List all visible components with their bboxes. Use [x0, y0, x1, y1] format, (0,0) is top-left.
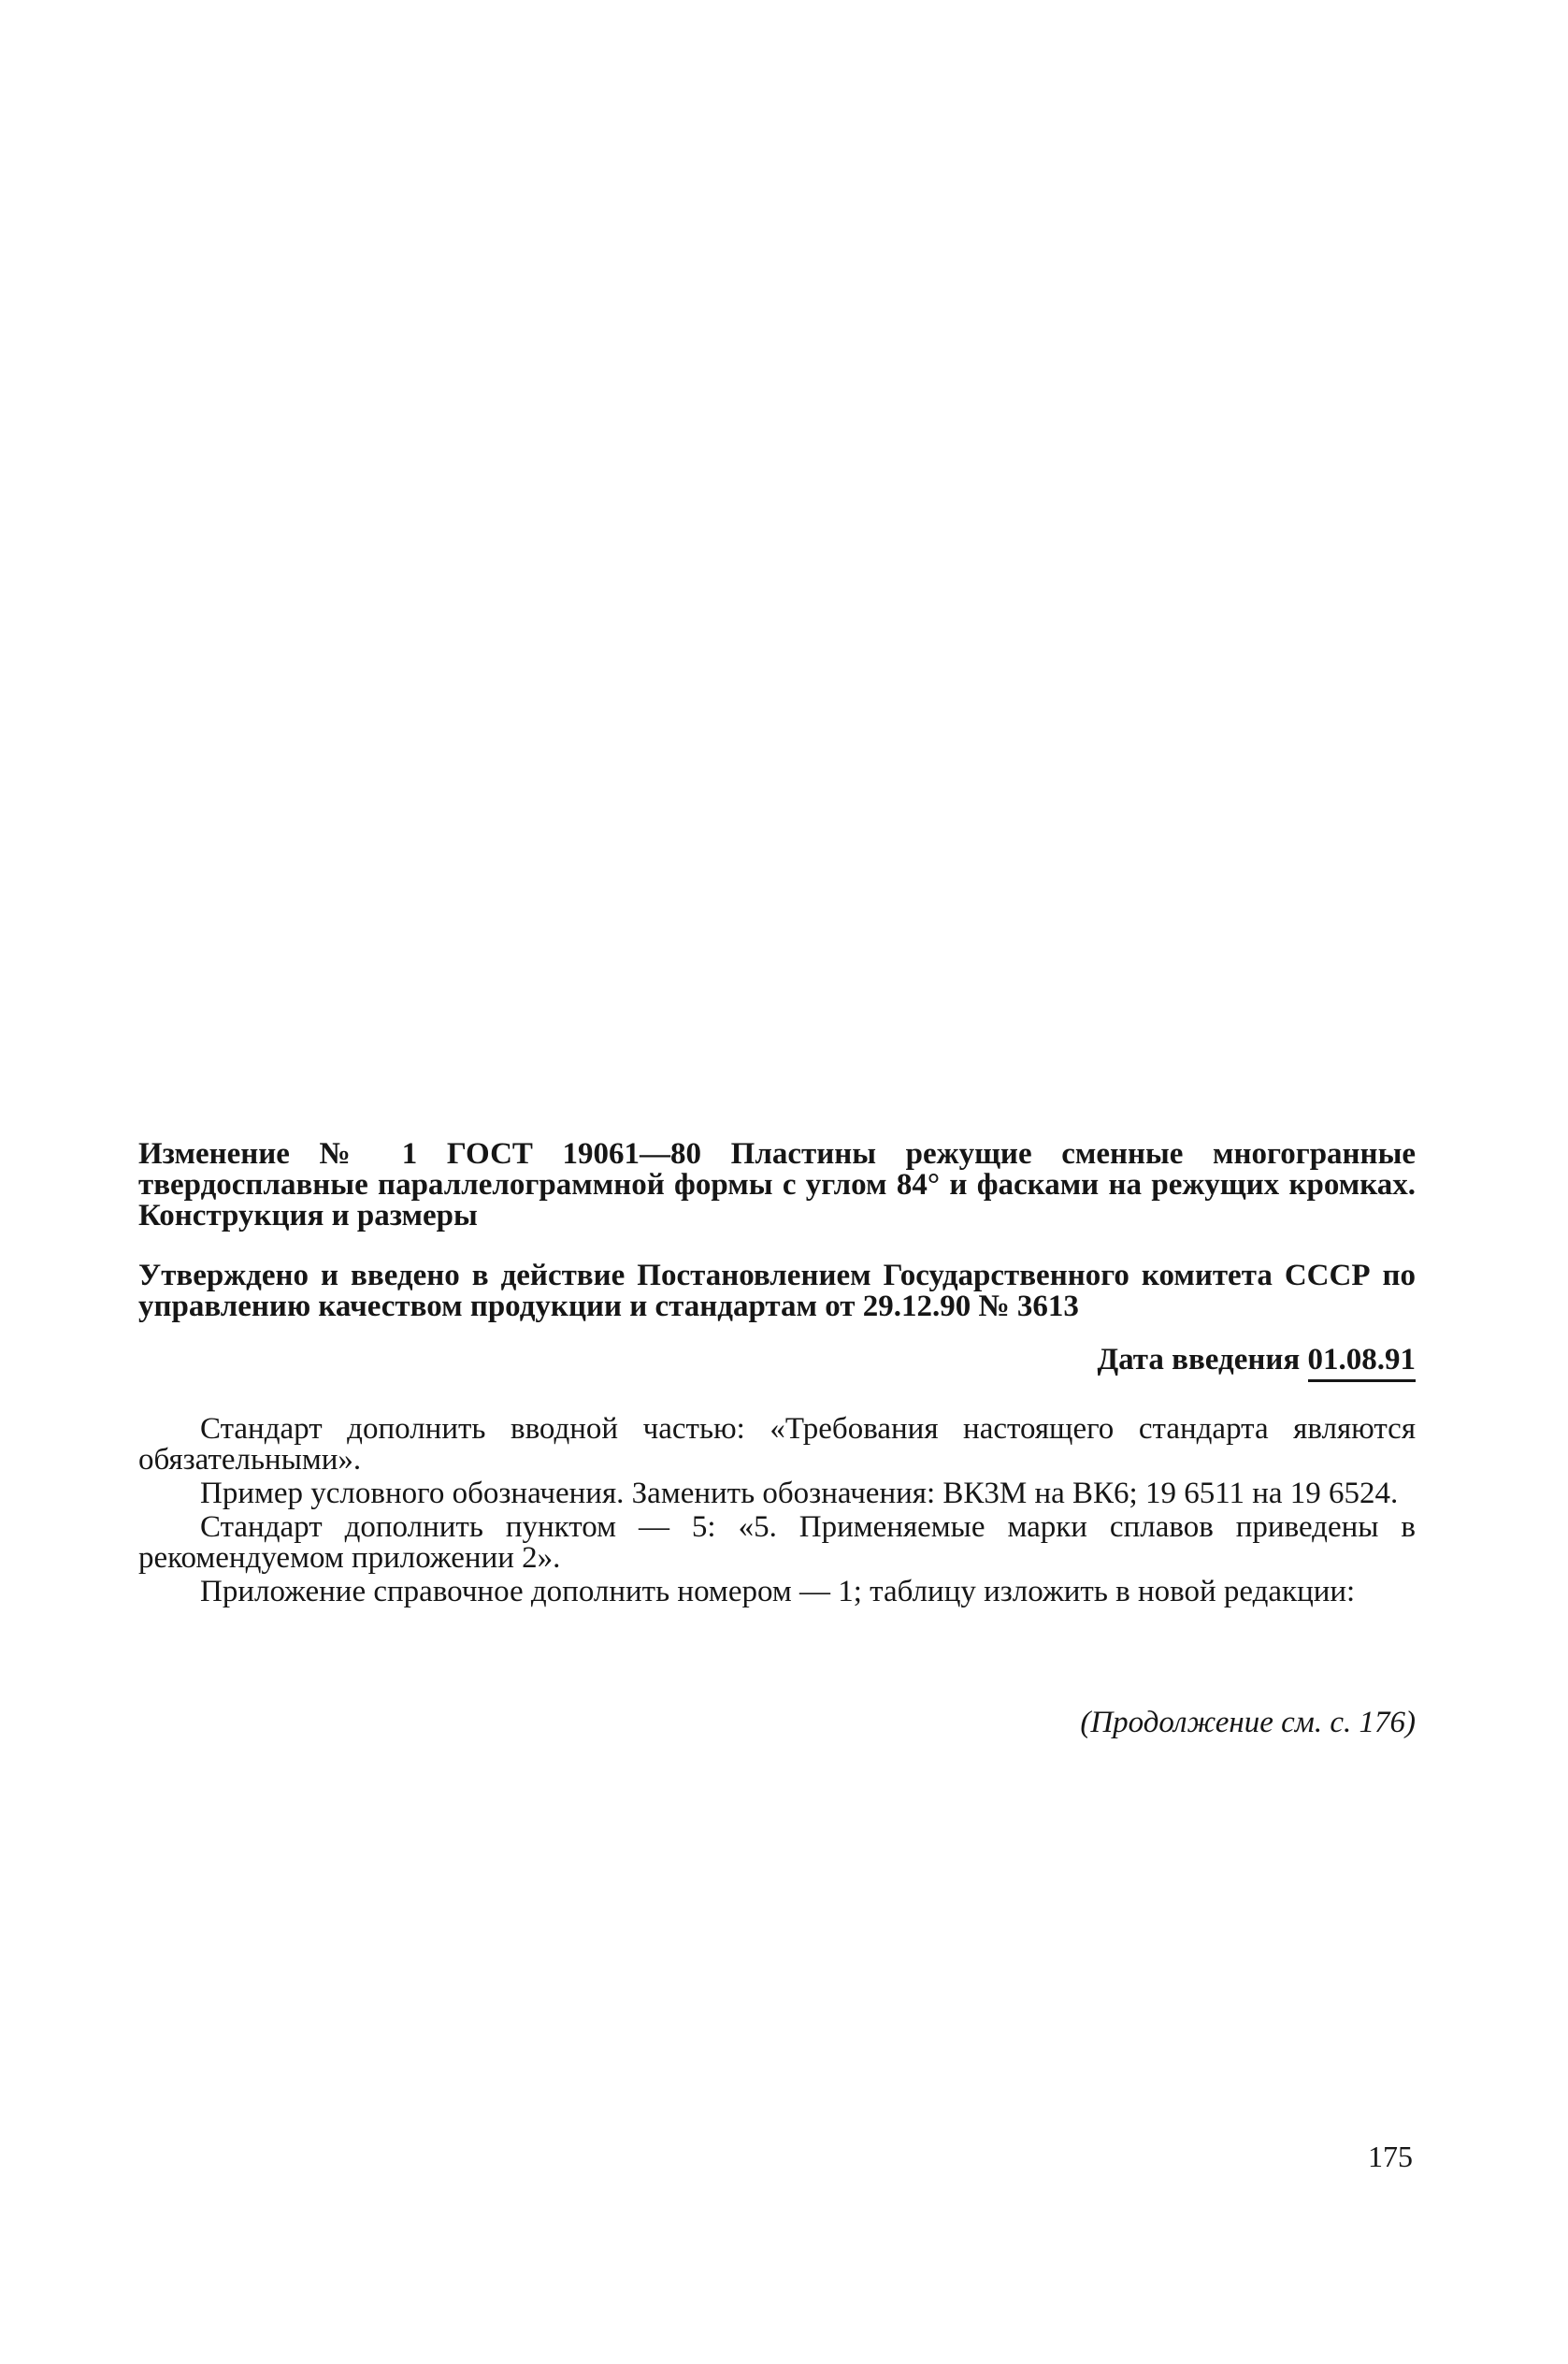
approval-block [138, 1261, 1416, 1322]
body-paragraph: Пример условного обозначения. Заменить обозначения: ВК3М на ВК6; 19 6511 на 19 6524. [200, 1477, 1399, 1510]
amendment-heading-block [138, 1139, 1416, 1232]
continuation-note: (Продолжение см. с. 176) [1080, 1706, 1416, 1739]
body-paragraph: Стандарт дополнить вводной частью: «Требования настоящего стандарта являются обязательными». [138, 1412, 1416, 1477]
effective-date-label: Дата введения [1097, 1343, 1301, 1377]
approval-statement: Утверждено и введено в действие Постановлением Государственного комитета СССР по управлению качеством продукции и стандартам от 29.12.90 № 3613 [138, 1259, 1416, 1323]
effective-date-value: 01.08.91 [1308, 1345, 1417, 1382]
body-paragraph: Стандарт дополнить пунктом — 5: «5. Применяемые марки сплавов приведены в рекомендуемом приложении 2». [138, 1510, 1416, 1575]
page-number: 175 [1368, 2140, 1413, 2173]
amendment-body [138, 1414, 1416, 1610]
effective-date-line [1097, 1345, 1416, 1382]
amendment-heading: Изменение № 1 ГОСТ 19061—80 Пластины режущие сменные многогранные твердосплавные параллелограммной формы с углом 84° и фасками на режущих кромках. Конструкция и размеры [138, 1137, 1416, 1232]
body-paragraph: Приложение справочное дополнить номером — 1; таблицу изложить в новой редакции: [200, 1575, 1356, 1608]
